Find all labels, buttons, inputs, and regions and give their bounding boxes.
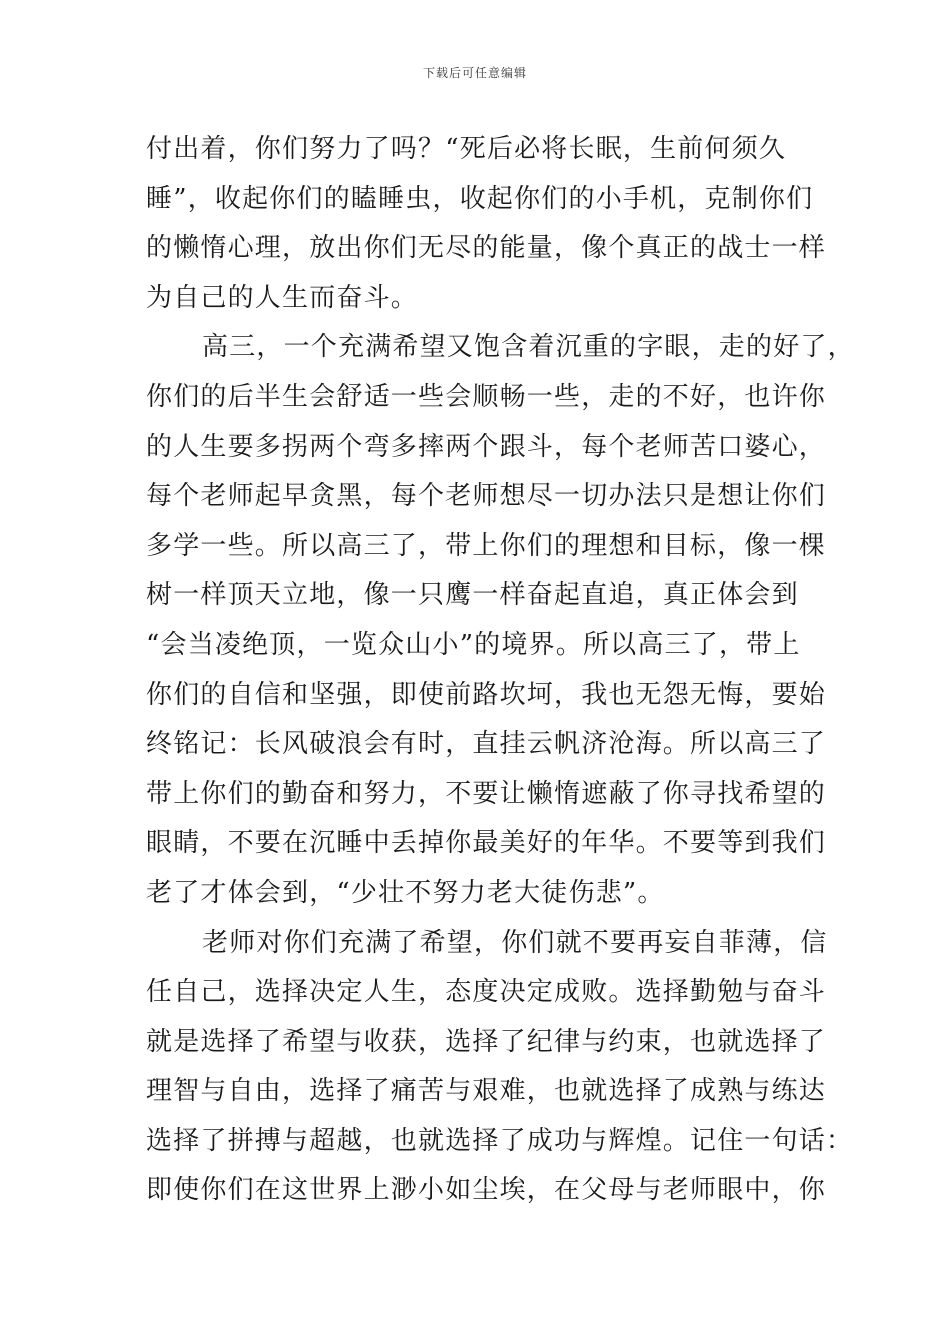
text-line: 树一样顶天立地，像一只鹰一样奋起直追，真正体会到 [146,580,799,611]
text-line: 为自己的人生而奋斗。 [146,282,419,313]
text-line: “会当凌绝顶，一览众山小”的境界。所以高三了，带上 [146,629,801,660]
text-line: 老了才体会到，“少壮不努力老大徒伤悲”。 [146,877,665,908]
text-line: 多学一些。所以高三了，带上你们的理想和目标，像一棵 [146,530,827,561]
text-line: 就是选择了希望与收获，选择了纪律与约束，也就选择了 [146,1026,827,1057]
text-line: 眼睛，不要在沉睡中丢掉你最美好的年华。不要等到我们 [146,828,827,859]
text-line: 付出着，你们努力了吗？“死后必将长眠，生前何须久 [146,134,787,164]
text-line: 睡”，收起你们的瞌睡虫，收起你们的小手机，克制你们 [146,183,814,214]
text-line: 的人生要多拐两个弯多摔两个跟斗，每个老师苦口婆心， [146,431,827,462]
text-line: 你们的后半生会舒适一些会顺畅一些，走的不好，也许你 [146,381,827,412]
text-line: 选择了拼搏与超越，也就选择了成功与辉煌。记住一句话： [146,1125,854,1156]
page-header: 下载后可任意编辑 [422,66,527,80]
text-line: 理智与自由，选择了痛苦与艰难，也就选择了成熟与练达 [146,1076,827,1107]
text-line: 带上你们的勤奋和努力，不要让懒惰遮蔽了你寻找希望的 [146,778,827,809]
text-line: 每个老师起早贪黑，每个老师想尽一切办法只是想让你们 [146,481,827,512]
text-line: 即使你们在这世界上渺小如尘埃，在父母与老师眼中，你 [146,1175,827,1206]
body-text [146,125,855,1216]
paragraph-start-line: 高三，一个充满希望又饱含着沉重的字眼，走的好了， [202,332,855,363]
text-line: 任自己，选择决定人生，态度决定成败。选择勤勉与奋斗 [146,977,827,1008]
text-line: 终铭记：长风破浪会有时，直挂云帆济沧海。所以高三了 [146,729,827,760]
text-line: 的懒惰心理，放出你们无尽的能量，像个真正的战士一样 [146,233,827,264]
text-line: 你们的自信和坚强，即使前路坎坷，我也无怨无悔，要始 [146,679,827,710]
paragraph-start-line: 老师对你们充满了希望，你们就不要再妄自菲薄，信 [202,927,828,958]
